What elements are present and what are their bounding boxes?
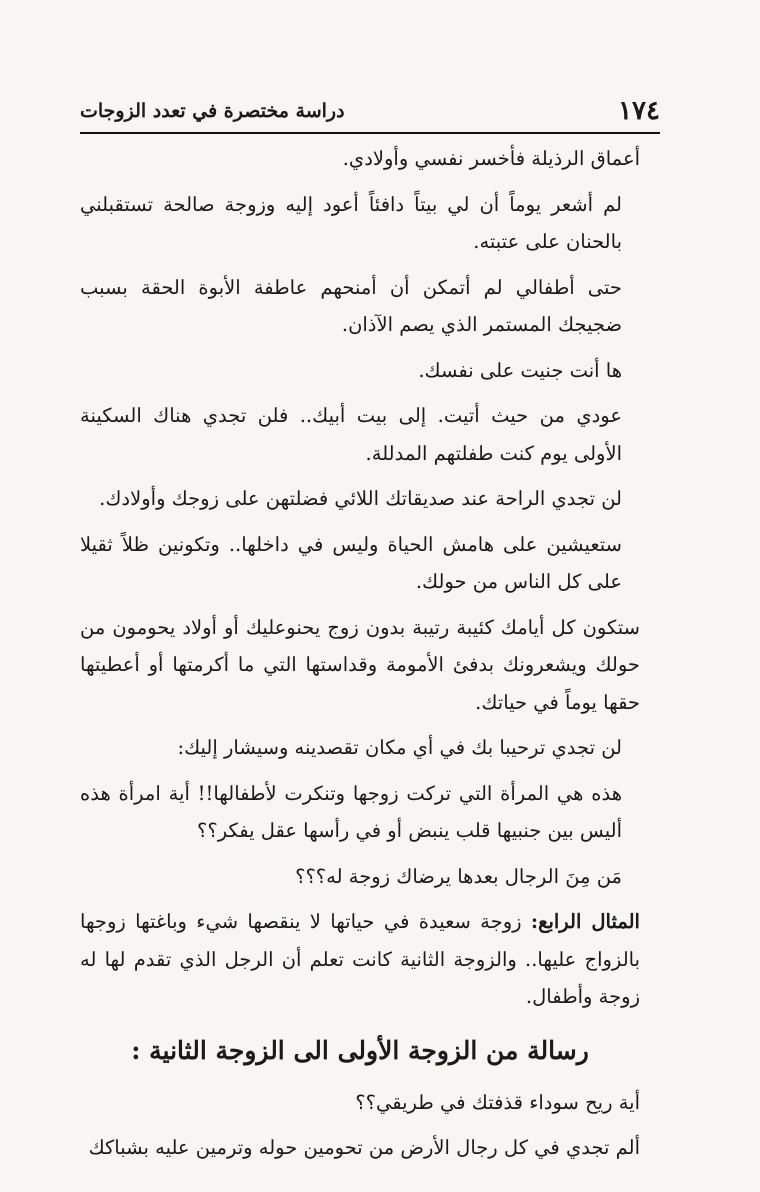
paragraph: عودي من حيث أتيت. إلى بيت أبيك.. فلن تجدي هناك السكينة الأولى يوم كنت طفلتهم المدللة. <box>80 404 622 465</box>
example-lead: المثال الرابع: <box>530 910 640 933</box>
paragraph: ها أنت جنيت على نفسك. <box>418 358 622 382</box>
paragraph: حتى أطفالي لم أتمكن أن أمنحهم عاطفة الأبوة الحقة بسبب ضجيجك المستمر الذي يصم الآذان. <box>80 275 622 336</box>
paragraph: أية ريح سوداء قذفتك في طريقي؟؟ <box>355 1090 640 1114</box>
paragraph: مَن مِنَ الرجال بعدها يرضاك زوجة له؟؟؟ <box>295 864 622 888</box>
example-text: زوجة سعيدة في حياتها لا ينقصها شيء وباغتها زوجها بالزواج عليها.. والزوجة الثانية كانت تعلم أن الرجل الذي تقدم لها له زوجة وأطفال. <box>80 910 640 1008</box>
page-body <box>80 140 640 1175</box>
section-heading: رسالة من الزوجة الأولى الى الزوجة الثانية : <box>131 1035 589 1065</box>
paragraph: أعماق الرذيلة فأخسر نفسي وأولادي. <box>342 147 640 170</box>
paragraph: هذه هي المرأة التي تركت زوجها وتنكرت لأطفالها!! أية امرأة هذه أليس بين جنبيها قلب ينبض أو في رأسها عقل يفكر؟؟ <box>80 781 622 842</box>
running-title: دراسة مختصرة في تعدد الزوجات <box>80 100 345 122</box>
page-number: ١٧٤ <box>618 96 660 126</box>
paragraph: لن تجدي الراحة عند صديقاتك اللائي فضلتهن على زوجك وأولادك. <box>99 487 622 510</box>
paragraph: ستعيشين على هامش الحياة وليس في داخلها.. وتكونين ظلاً ثقيلا على كل الناس من حولك. <box>80 532 622 593</box>
paragraph: لم أشعر يوماً أن لي بيتاً دافئاً أعود إليه وزوجة صالحة تستقبلني بالحنان على عتبته. <box>80 192 622 253</box>
example-paragraph <box>80 903 640 1016</box>
paragraph: ستكون كل أيامك كئيبة رتيبة بدون زوج يحنوعليك أو أولاد يحومون من حولك ويشعرونك بدفئ الأمومة وقداستها التي ما أكرمتها أو أعطيتها حقها يوماً في حياتك. <box>80 615 640 714</box>
paragraph: ألم تجدي في كل رجال الأرض من تحومين حوله وترمين عليه بشباكك <box>88 1136 640 1159</box>
paragraph: لن تجدي ترحيبا بك في أي مكان تقصدينه وسيشار إليك: <box>177 736 622 759</box>
page-header <box>80 96 660 134</box>
